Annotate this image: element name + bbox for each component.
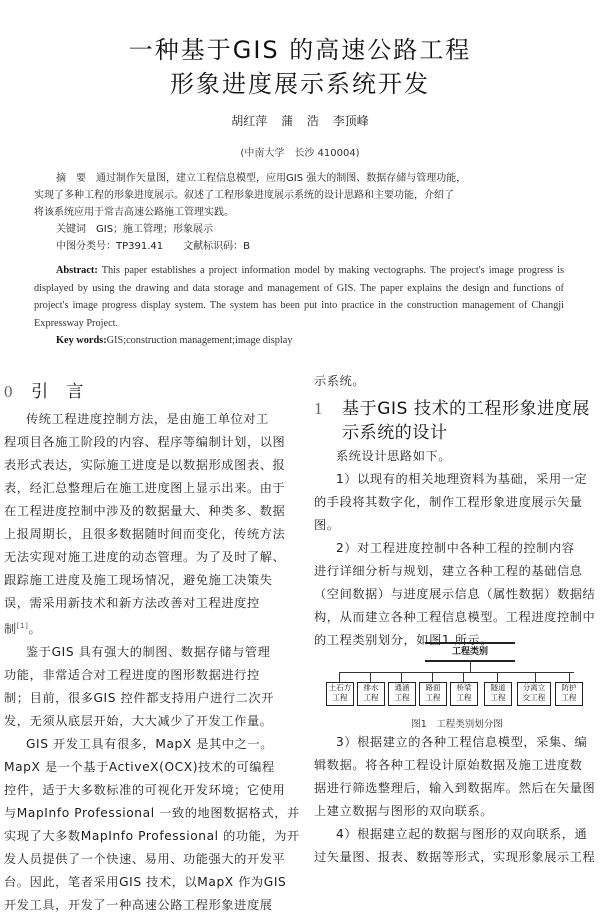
paper-title-line1: 一种基于GIS 的高速公路工程 <box>128 36 472 64</box>
body-line: 的工程类别划分，如图1 所示。 <box>314 633 494 647</box>
keywords-en-text: GIS;construction management;image display <box>106 335 293 346</box>
body-line: 示系统。 <box>314 374 366 388</box>
section-number: 1 <box>314 399 324 418</box>
node-label: 工程 <box>332 693 348 702</box>
section-heading-design <box>314 397 600 445</box>
body-line: 2）对工程进度控制中各种工程的控制内容 <box>336 541 575 555</box>
body-line: 制；目前，很多GIS 控件都支持用户进行二次开 <box>4 691 275 706</box>
connector-line <box>470 660 471 672</box>
body-line: 发人员提供了一个快速、易用、功能强大的开发平 <box>4 852 286 867</box>
connector-line <box>401 672 402 682</box>
body-line: GIS 开发工具有很多，MapX 是其中之一。 <box>26 737 274 752</box>
node-label: 工程 <box>394 693 410 702</box>
section-number: 0 <box>4 382 14 401</box>
connector-line <box>497 672 498 682</box>
connector-line <box>370 672 371 682</box>
body-line <box>4 615 292 641</box>
node-label: 工程 <box>425 693 441 702</box>
figure-node <box>326 682 354 706</box>
connector-line <box>535 672 536 682</box>
figure-node <box>555 682 583 706</box>
figure-1-caption: 图1 工程类别划分图 <box>411 719 503 730</box>
body-line: 台。因此，笔者采用GIS 技术，以MapX 作为GIS <box>4 875 287 890</box>
section-heading-intro <box>4 380 292 404</box>
body-line: 无法实现对施工进度的动态管理。为了及时了解、 <box>4 550 286 564</box>
body-line: 据进行筛选整理后，输入到数据库。然后在矢量图 <box>314 781 596 795</box>
node-label: 桥梁 <box>456 683 472 692</box>
node-label: 交工程 <box>522 693 546 702</box>
affiliation: (中南大学 长沙 410004) <box>240 148 360 159</box>
node-label: 工程 <box>363 693 379 702</box>
abstract-cn-line: 摘 要 通过制作矢量图，建立工程信息模型，应用GIS 强大的制图、数据存储与管理功能， <box>56 173 467 184</box>
abstract-cn-line: 将该系统应用于常吉高速公路施工管理实践。 <box>34 207 234 218</box>
body-line: （空间数据）与进度展示信息（属性数据）数据结 <box>314 587 596 601</box>
figure-node <box>357 682 385 706</box>
body-line: 发，无须从底层开始，大大减少了开发工作量。 <box>4 714 273 729</box>
body-line: 控件，适于大多数标准的可视化开发环境；它使用 <box>4 783 286 798</box>
section-title: 引 言 <box>31 382 84 402</box>
node-label: 排水 <box>363 683 379 692</box>
node-label: 隧道 <box>490 683 506 692</box>
abstract-en-text: This paper establishes a project information model by making vectographs. The project's image progress is displayed by using the drawing and data storage and management of GIS. The paper explains the design and functions of project's image progress display system. The system has been put into practice in the construction management of Changji Expressway Project. <box>34 265 564 329</box>
body-line: 误，需采用新技术和新方法改善对工程进度控 <box>4 596 260 610</box>
connector-line <box>463 672 464 682</box>
authors: 胡红萍 蒲 浩 李顶峰 <box>231 114 369 128</box>
citation-ref[interactable]: [1] <box>16 622 29 630</box>
node-label: 分离立 <box>522 683 546 692</box>
body-line: 辑数据。将各种工程设计原始数据及施工进度数 <box>314 758 583 772</box>
node-label: 工程 <box>561 693 577 702</box>
section-title-cont: 示系统的设计 <box>342 423 448 443</box>
abstract-en-label: Abstract: <box>56 265 98 276</box>
abstract-en-body <box>34 262 564 332</box>
body-text: 。 <box>28 622 42 637</box>
keywords-en <box>34 332 564 350</box>
keywords-cn: 关键词 GIS；施工管理；形象展示 <box>56 224 214 235</box>
body-line: 与MapInfo Professional 一致的地图数据格式，并 <box>4 806 300 821</box>
body-line: 在工程进度控制中涉及的数据量大、种类多、数据 <box>4 504 286 518</box>
abstract-cn <box>34 170 564 255</box>
left-column <box>4 380 300 917</box>
figure-node <box>419 682 447 706</box>
node-label: 路面 <box>425 683 441 692</box>
body-line: 上建立数据与图形的双向联系。 <box>314 804 494 818</box>
figure-1-diagram <box>325 636 585 706</box>
node-label: 工程 <box>490 693 506 702</box>
body-line: 的手段将其数字化，制作工程形象进度展示矢量 <box>314 495 583 509</box>
connector-line <box>339 672 340 682</box>
body-line: 程项目各施工阶段的内容、程序等编制计划，以图 <box>4 435 286 449</box>
figure-node <box>517 682 551 706</box>
connector-line <box>569 672 570 682</box>
body-line: 实现了大多数MapInfo Professional 的功能，为开 <box>4 829 300 844</box>
body-line: 4）根据建立起的数据与图形的双向联系，通 <box>336 827 588 841</box>
body-text: 制 <box>4 622 17 637</box>
paper-title-line2: 形象进度展示系统开发 <box>170 70 430 98</box>
right-column <box>314 370 600 652</box>
node-label: 工程 <box>456 693 472 702</box>
body-line: 表形式表达，实际施工进度是以数据形成图表、报 <box>4 458 286 472</box>
body-line: 表，经汇总整理后在施工进度图上显示出来。由于 <box>4 481 286 495</box>
abstract-cn-line: 实现了多种工程的形象进度展示。叙述了工程形象进度展示系统的设计思路和主要功能，介绍了 <box>34 190 454 201</box>
figure-node <box>450 682 478 706</box>
body-line: 功能，非常适合对工程进度的图形数据进行控 <box>4 668 260 683</box>
right-column-cont <box>314 731 600 869</box>
body-line: MapX 是一个基于ActiveX(OCX)技术的可编程 <box>4 760 275 775</box>
body-line: 传统工程进度控制方法，是由施工单位对工 <box>26 412 269 426</box>
body-line: 上报周期长，且很多数据随时间而变化，传统方法 <box>4 527 286 541</box>
figure-node <box>388 682 416 706</box>
body-line: 构，从而建立各种工程信息模型。工程进度控制中 <box>314 610 596 624</box>
node-label: 通涵 <box>394 683 410 692</box>
figure-node <box>484 682 512 706</box>
body-line: 跟踪施工进度及施工现场情况，避免施工决策失 <box>4 573 273 587</box>
body-line: 3）根据建立的各种工程信息模型，采集、编 <box>336 735 588 749</box>
body-line: 图。 <box>314 518 340 532</box>
section-title: 基于GIS 技术的工程形象进度展 <box>342 399 590 419</box>
body-line: 1）以现有的相关地理资料为基础，采用一定 <box>336 472 588 486</box>
node-label: 土石方 <box>328 683 352 692</box>
body-line: 鉴于GIS 具有强大的制图、数据存储与管理 <box>26 645 271 660</box>
connector-line <box>432 672 433 682</box>
body-line: 进行详细分析与规划，建立各种工程的基础信息 <box>314 564 583 578</box>
body-line: 过矢量图、报表、数据等形式，实现形象展示工程 <box>314 850 596 864</box>
body-line: 系统设计思路如下。 <box>336 449 452 463</box>
connector-line <box>339 672 574 673</box>
abstract-en <box>34 262 564 350</box>
body-line: 开发工具，开发了一种高速公路工程形象进度展 <box>4 898 273 913</box>
figure-root-node: 工程类别 <box>425 642 515 662</box>
keywords-en-label: Key words: <box>56 335 107 346</box>
classification: 中图分类号：TP391.41 文献标识码：B <box>56 241 250 252</box>
node-label: 防护 <box>561 683 577 692</box>
